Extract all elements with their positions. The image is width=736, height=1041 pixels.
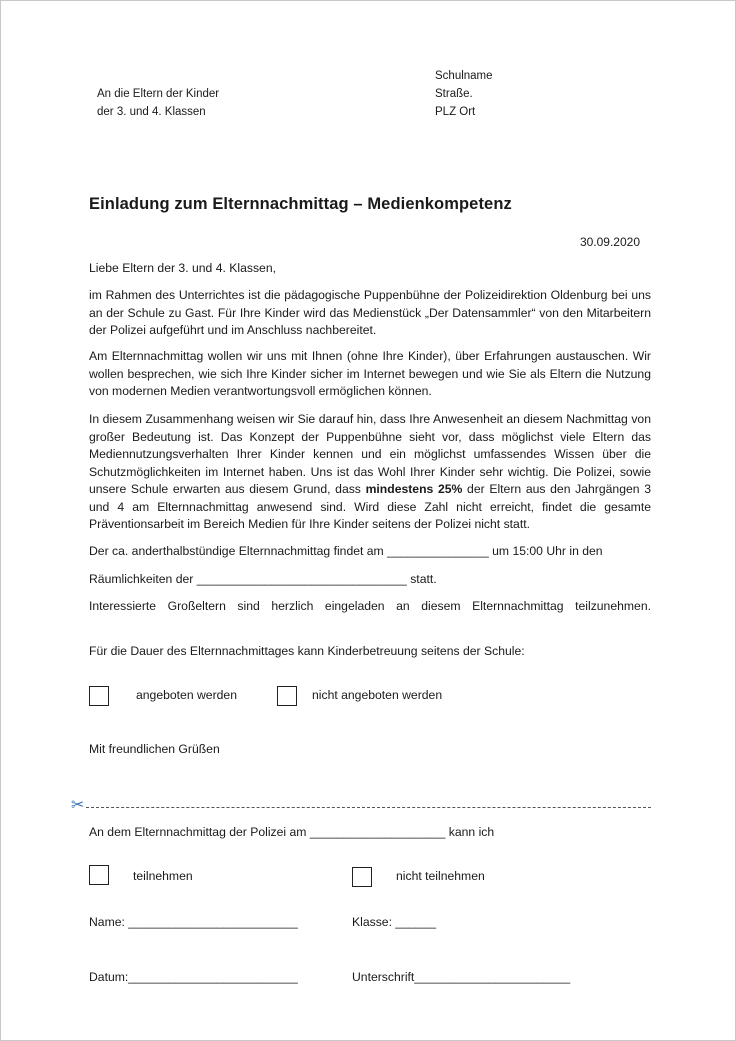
paragraph-importance [89, 411, 651, 534]
not-attend-checkbox[interactable] [352, 867, 372, 887]
importance-text-before: In diesem Zusammenhang weisen wir Sie darauf hin, dass Ihre Anwesenheit an diesem Nachmittag von großer Bedeutung ist. Das Konzept der Puppenbühne sieht vor, dass möglichst viele Eltern das Mediennutzungsverhalten Ihrer Kinder kennen und ein möglichst umfassendes Wissen über die Schutzmöglichkeiten im Internet haben. Uns ist das Wohl Ihrer Kinder sehr wichtig. Die Polizei, sowie unsere Schule erwarten aus diesem Grund, dass [89, 412, 651, 496]
childcare-not-offered-label: nicht angeboten werden [312, 688, 443, 702]
dashed-separator [86, 807, 651, 808]
greeting: Liebe Eltern der 3. und 4. Klassen, [89, 261, 276, 275]
recipient-line-2: der 3. und 4. Klassen [97, 106, 206, 118]
cut-line [71, 796, 651, 816]
importance-bold-figure: mindestens 25% [365, 482, 463, 496]
class-field[interactable]: Klasse: ______ [352, 915, 437, 929]
reply-intro: An dem Elternnachmittag der Polizei am ____________________ kann ich [89, 825, 495, 839]
paragraph-intro: im Rahmen des Unterrichtes ist die pädagogische Puppenbühne der Polizeidirektion Oldenburg bei uns an der Schule zu Gast. Für Ihre Kinder wird das Medienstück „Der Datensammler“ von den Mitarbeitern der Polizei aufgeführt und im Anschluss nachbereitet. [89, 288, 651, 337]
attend-checkbox[interactable] [89, 865, 109, 885]
schedule-line: Der ca. anderthalbstündige Elternnachmittag findet am _______________ um 15:00 Uhr in den [89, 544, 603, 558]
recipient-line-1: An die Eltern der Kinder [97, 88, 220, 100]
importance-text-after: der Eltern aus den Jahrgängen 3 und 4 am Elternnachmittag anwesend sind. Wird diese Zahl nicht erreicht, findet die gesamte Präventionsarbeit im Bereich Medien für Ihre Kinder seitens der Polizei nicht statt. [89, 482, 651, 531]
childcare-not-offered-checkbox[interactable] [277, 686, 297, 706]
school-street: Straße. [435, 88, 473, 100]
recipient-block [97, 85, 219, 121]
childcare-question: Für die Dauer des Elternnachmittages kann Kinderbetreuung seitens der Schule: [89, 644, 525, 658]
date-field[interactable]: Datum:_________________________ [89, 970, 298, 984]
attend-label: teilnehmen [133, 869, 193, 883]
school-city: PLZ Ort [435, 106, 476, 118]
not-attend-label: nicht teilnehmen [396, 869, 485, 883]
letter-date: 30.09.2020 [579, 235, 640, 249]
childcare-offered-label: angeboten werden [136, 688, 237, 702]
letter-title: Einladung zum Elternnachmittag – Medienkompetenz [89, 195, 512, 213]
childcare-offered-checkbox[interactable] [89, 686, 109, 706]
rooms-line: Räumlichkeiten der _______________________________ statt. [89, 572, 437, 586]
name-field[interactable]: Name: _________________________ [89, 915, 298, 929]
grandparents-note: Interessierte Großeltern sind herzlich eingeladen an diesem Elternnachmittag teilzunehmen. [89, 599, 651, 613]
signature-field[interactable]: Unterschrift_______________________ [352, 970, 571, 984]
closing-salutation: Mit freundlichen Grüßen [89, 742, 220, 756]
paragraph-purpose: Am Elternnachmittag wollen wir uns mit Ihnen (ohne Ihre Kinder), über Erfahrungen austauschen. Wir wollen besprechen, wie sich Ihre Kinder sicher im Internet bewegen und wie Sie als Eltern die Nutzung von modernen Medien verantwortungsvoll ermöglichen können. [89, 349, 651, 398]
scissors-icon: ✂ [71, 797, 85, 814]
school-address-block [435, 67, 493, 121]
school-name: Schulname [435, 70, 493, 82]
